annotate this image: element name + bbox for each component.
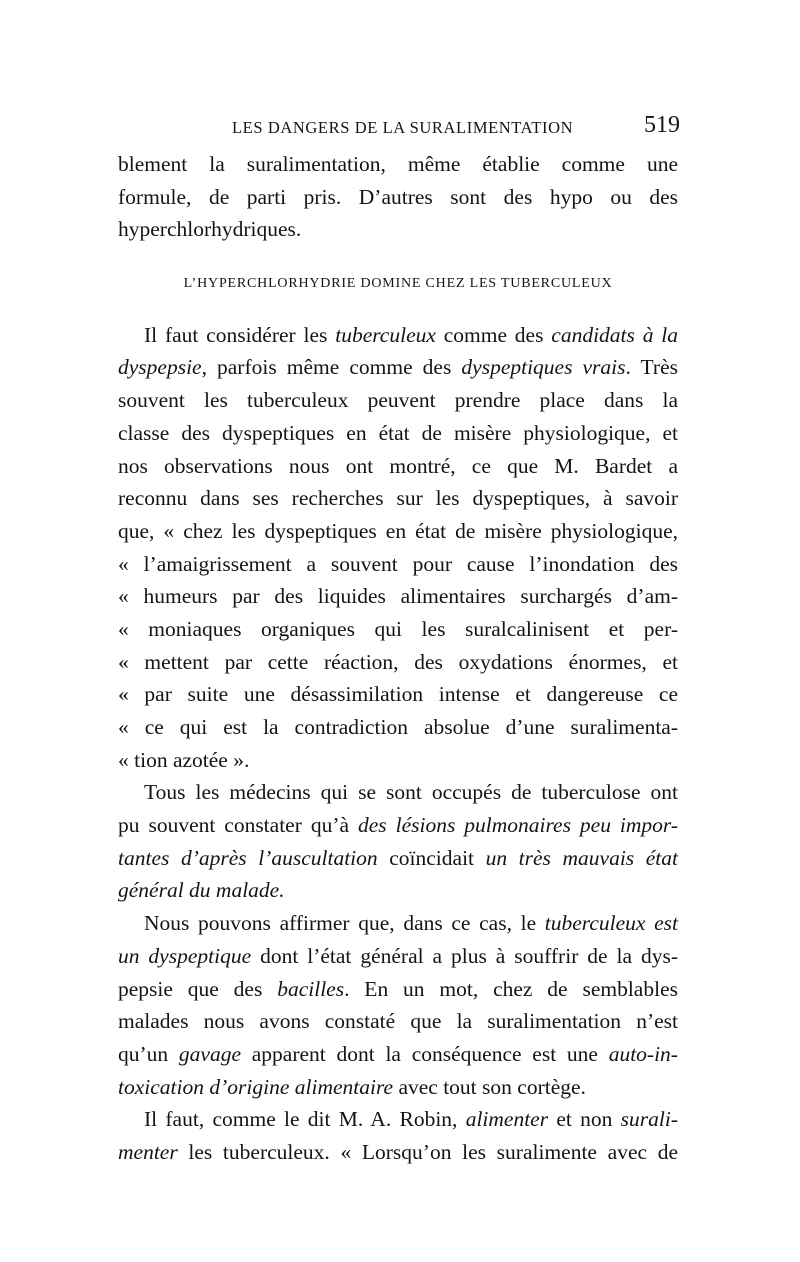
- paragraph-1-line-3: hyperchlorhydriques.: [118, 217, 302, 242]
- text-run: apparent dont la conséquence est une: [241, 1041, 609, 1066]
- paragraph-5-line-2: [118, 1136, 678, 1169]
- text-run: . En un mot, chez de semblables: [344, 976, 678, 1001]
- quote-line-2: « humeurs par des liquides alimentaires surchargés d’am-: [118, 584, 678, 609]
- italic-run: un dyspeptique: [118, 943, 252, 968]
- quote-line-3: « moniaques organiques qui les suralcalinisent et per-: [118, 616, 678, 641]
- paragraph-3-line-3: [118, 842, 678, 875]
- text-run: qu’un: [118, 1041, 179, 1066]
- paragraph-1-line-1: blement la suralimentation, même établie comme une: [118, 152, 678, 176]
- italic-run: dyspepsie: [118, 355, 202, 380]
- quote-line-6: « ce qui est la contradiction absolue d’une suralimenta-: [118, 715, 678, 739]
- paragraph-4-line-2: [118, 940, 678, 973]
- paragraph-4-line-5: [118, 1038, 678, 1071]
- quote-line-7: « tion azotée ».: [118, 747, 250, 772]
- text-run: , parfois même comme des: [201, 355, 462, 380]
- italic-run: tuberculeux: [335, 322, 436, 347]
- paragraph-2-line-7: que, « chez les dyspeptiques en état de misère physiologique,: [118, 518, 678, 543]
- paragraph-2-line-2: [118, 351, 678, 384]
- quote-line-4: « mettent par cette réaction, des oxydations énormes, et: [118, 649, 678, 674]
- italic-run: menter: [118, 1139, 178, 1164]
- section-heading: L’HYPERCHLORHYDRIE DOMINE CHEZ LES TUBERCULEUX: [183, 276, 613, 292]
- italic-run: surali-: [620, 1107, 678, 1132]
- text-run: Il faut considérer les: [144, 322, 336, 347]
- paragraph-3-line-1: Tous les médecins qui se sont occupés de tuberculose ont: [144, 780, 678, 805]
- italic-run: des lésions pulmonaires peu impor-: [357, 813, 678, 838]
- body-text: [118, 148, 678, 1169]
- page-number: 519: [644, 112, 680, 138]
- paragraph-1-line-2: formule, de parti pris. D’autres sont des hypo ou des: [118, 184, 678, 209]
- italic-run: tuberculeux est: [544, 911, 678, 936]
- text-run: avec tout son cortège.: [393, 1074, 586, 1099]
- text-run: pepsie que des: [118, 976, 278, 1001]
- paragraph-4-line-1: [118, 907, 678, 940]
- text-run: et non: [548, 1107, 621, 1132]
- paragraph-2-line-3: souvent les tuberculeux peuvent prendre place dans la: [118, 388, 678, 413]
- text-run: coïncidait: [377, 845, 486, 870]
- paragraph-2-line-1: [118, 319, 678, 352]
- quote-line-5: « par suite une désassimilation intense et dangereuse ce: [118, 682, 678, 707]
- italic-run: général du malade.: [118, 878, 285, 903]
- paragraph-4-line-6: [118, 1071, 678, 1104]
- paragraph-5-line-1: [118, 1103, 678, 1136]
- paragraph-3-line-4: [118, 874, 678, 907]
- italic-run: dyspeptiques vrais: [461, 355, 626, 380]
- text-run: Nous pouvons affirmer que, dans ce cas, le: [144, 911, 545, 936]
- text-run: Il faut, comme le dit M. A. Robin,: [144, 1107, 466, 1132]
- paragraph-4-line-3: [118, 973, 678, 1006]
- running-head: [120, 112, 680, 142]
- running-title: LES DANGERS DE LA SURALIMENTATION: [232, 118, 574, 137]
- italic-run: candidats à la: [551, 322, 678, 347]
- text-run: pu souvent constater qu’à: [118, 813, 358, 838]
- italic-run: un très mauvais état: [485, 845, 678, 870]
- paragraph-3-line-2: [118, 809, 678, 842]
- text-run: comme des: [435, 322, 552, 347]
- quote-line-1: « l’amaigrissement a souvent pour cause l’inondation des: [118, 551, 678, 576]
- italic-run: auto-in-: [608, 1041, 678, 1066]
- paragraph-4-line-4: malades nous avons constaté que la suralimentation n’est: [118, 1009, 678, 1034]
- italic-run: gavage: [178, 1041, 241, 1066]
- italic-run: alimenter: [465, 1107, 549, 1132]
- paragraph-2-line-4: classe des dyspeptiques en état de misère physiologique, et: [118, 420, 678, 445]
- italic-run: toxication d’origine alimentaire: [118, 1074, 394, 1099]
- paragraph-2-line-6: reconnu dans ses recherches sur les dyspeptiques, à savoir: [118, 486, 678, 511]
- text-run: . Très: [625, 355, 678, 380]
- italic-run: bacilles: [277, 976, 345, 1001]
- italic-run: tantes d’après l’auscultation: [118, 845, 378, 870]
- text-run: dont l’état général a plus à souffrir de la dys-: [251, 943, 678, 968]
- paragraph-2-line-5: nos observations nous ont montré, ce que M. Bardet a: [118, 453, 678, 478]
- text-run: les tuberculeux. « Lorsqu’on les suralimente avec de: [177, 1139, 678, 1164]
